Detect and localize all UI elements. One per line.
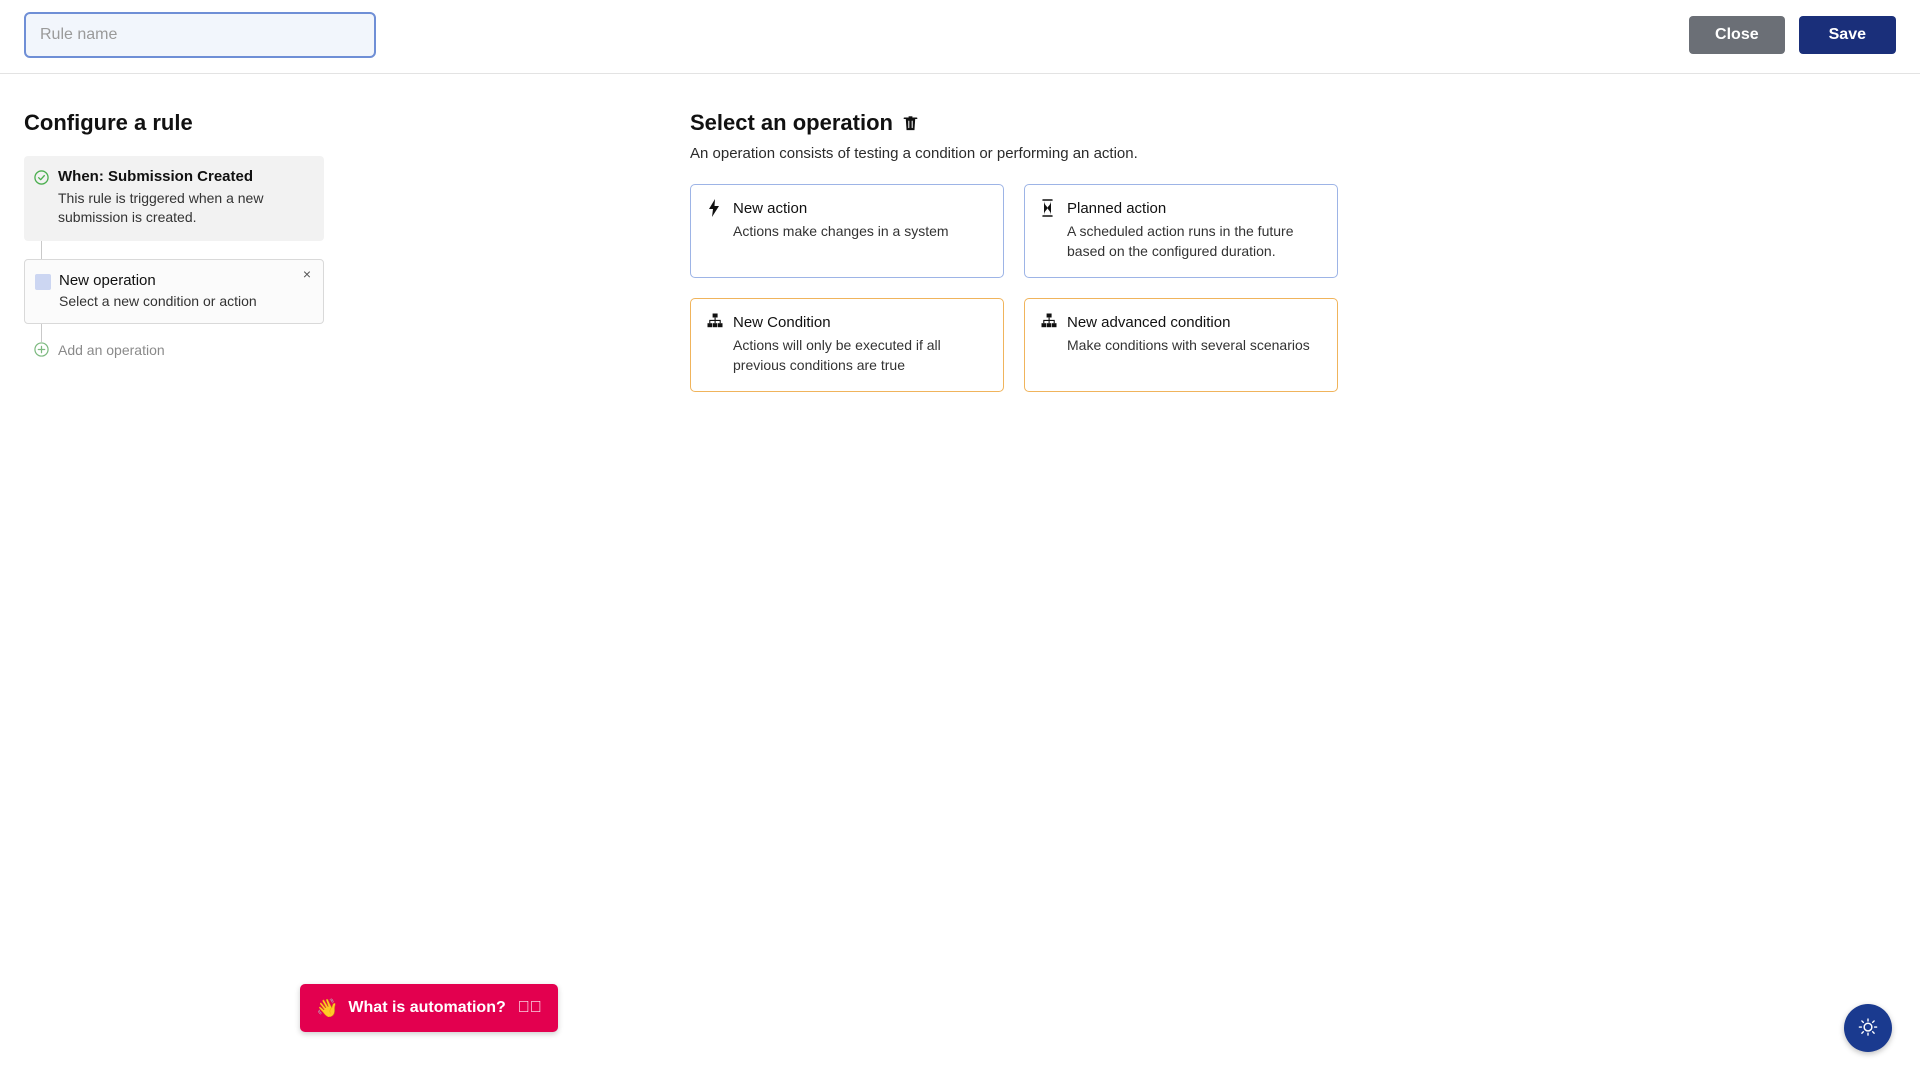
operation-card-description: Actions will only be executed if all previous conditions are true: [733, 337, 941, 373]
add-operation-button[interactable]: [34, 342, 504, 358]
what-is-automation-label: What is automation?: [348, 999, 506, 1016]
add-operation-label: Add an operation: [58, 341, 165, 358]
sitemap-icon: [707, 313, 723, 331]
clock-check-icon: [34, 170, 49, 185]
operation-card-title: Planned action: [1067, 199, 1167, 217]
connector-line: [41, 241, 42, 259]
operation-card-head: [707, 199, 987, 217]
rule-name-input[interactable]: [24, 12, 376, 58]
select-operation-subtitle: An operation consists of testing a condition or performing an action.: [690, 145, 1138, 162]
operation-card-title: New advanced condition: [1067, 313, 1231, 331]
operation-color-swatch: [35, 274, 51, 290]
new-operation-description: Select a new condition or action: [59, 292, 257, 309]
trigger-card[interactable]: [24, 156, 324, 241]
top-bar: [0, 0, 1920, 74]
hourglass-icon: [1041, 199, 1057, 217]
operation-card-title: New Condition: [733, 313, 831, 331]
operation-card-head: [707, 313, 987, 331]
operation-card-head: [1041, 313, 1321, 331]
operation-card-new-advanced-condition[interactable]: [1024, 298, 1338, 392]
close-button[interactable]: Close: [1689, 16, 1785, 54]
new-operation-card[interactable]: [24, 259, 324, 324]
trigger-title: When: Submission Created: [58, 168, 254, 185]
operation-card-new-condition[interactable]: [690, 298, 1004, 392]
operation-card-description: A scheduled action runs in the future based on the configured duration.: [1067, 223, 1294, 259]
remove-operation-button[interactable]: ×: [299, 265, 315, 283]
topbar-actions: [1689, 16, 1896, 54]
connector-line-2: [41, 324, 42, 342]
lightbulb-icon: [1857, 1017, 1879, 1039]
help-fab-button[interactable]: [1844, 1004, 1892, 1052]
close-circle-icon[interactable]: ✖⃝: [517, 999, 542, 1016]
operation-card-head: [1041, 199, 1321, 217]
select-operation-panel: [690, 110, 1390, 392]
select-operation-header: [690, 110, 1390, 136]
operation-card-title: New action: [733, 199, 808, 217]
trigger-description: This rule is triggered when a new submission is created.: [58, 190, 264, 225]
new-operation-title: New operation: [59, 271, 156, 289]
what-is-automation-button[interactable]: [300, 984, 558, 1032]
waving-hand-icon: 👋: [316, 997, 339, 1018]
save-button[interactable]: Save: [1799, 16, 1896, 54]
operation-card-new-action[interactable]: [690, 184, 1004, 278]
configure-rule-panel: [24, 110, 504, 358]
plus-circle-icon: [34, 342, 49, 357]
main-content: [0, 74, 1920, 1080]
configure-rule-title: Configure a rule: [24, 110, 193, 135]
select-operation-title: Select an operation: [690, 110, 893, 135]
operation-card-description: Make conditions with several scenarios: [1067, 337, 1310, 354]
operation-card-description: Actions make changes in a system: [733, 223, 949, 239]
operation-type-grid: [690, 184, 1390, 392]
sitemap-icon: [1041, 313, 1057, 331]
trash-icon[interactable]: [902, 114, 919, 132]
operation-card-planned-action[interactable]: [1024, 184, 1338, 278]
bolt-icon: [707, 199, 723, 217]
